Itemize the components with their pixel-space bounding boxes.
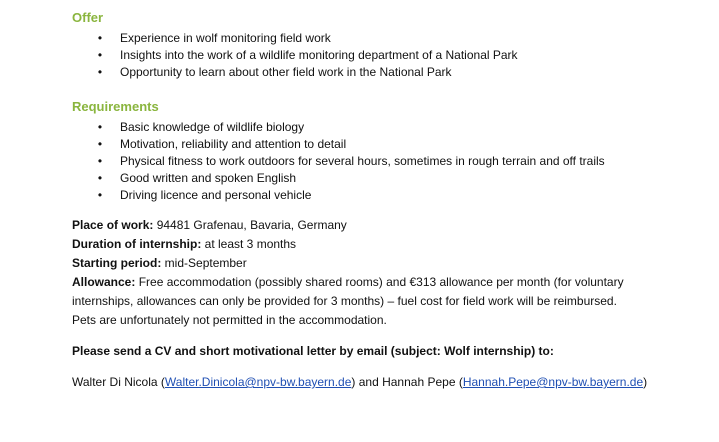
- bullet-icon: •: [97, 65, 103, 79]
- email-link-hannah[interactable]: Hannah.Pepe@npv-bw.bayern.de: [462, 375, 644, 389]
- requirement-item-text: Driving licence and personal vehicle: [120, 188, 312, 202]
- requirement-item: [72, 136, 605, 153]
- offer-item-text: Insights into the work of a wildlife monitoring department of a National Park: [120, 48, 518, 62]
- offer-heading: Offer: [72, 10, 104, 25]
- allowance-text: Pets are unfortunately not permitted in the accommodation.: [72, 313, 387, 327]
- requirements-heading: Requirements: [72, 99, 159, 114]
- offer-list: [72, 30, 518, 81]
- offer-item: [72, 64, 518, 81]
- place-label: Place of work:: [72, 218, 154, 232]
- requirement-item: [72, 187, 605, 204]
- allowance-text: Free accommodation (possibly shared rooms) and €313 allowance per month (for voluntary: [135, 275, 624, 289]
- contact-end: ): [643, 375, 648, 389]
- requirement-item-text: Physical fitness to work outdoors for several hours, sometimes in rough terrain and off trails: [120, 154, 605, 168]
- internship-details: [72, 216, 692, 330]
- offer-item-text: Experience in wolf monitoring field work: [120, 31, 331, 45]
- offer-item: [72, 30, 518, 47]
- starting-period: [72, 254, 692, 273]
- allowance-line: [72, 311, 692, 330]
- application-instruction: Please send a CV and short motivational letter by email (subject: Wolf internship) to:: [72, 344, 554, 358]
- bullet-icon: •: [97, 48, 103, 62]
- email-link-walter[interactable]: Walter.Dinicola@npv-bw.bayern.de: [164, 375, 352, 389]
- contact-name: Walter Di Nicola (: [72, 375, 165, 389]
- bullet-icon: •: [97, 137, 103, 151]
- duration-value: at least 3 months: [201, 237, 297, 251]
- bullet-icon: •: [97, 154, 103, 168]
- place-value: 94481 Grafenau, Bavaria, Germany: [153, 218, 347, 232]
- requirements-list: [72, 119, 605, 204]
- contacts-line: [72, 374, 647, 391]
- duration: [72, 235, 692, 254]
- bullet-icon: •: [97, 120, 103, 134]
- allowance-line: [72, 273, 692, 292]
- start-label: Starting period:: [72, 256, 162, 270]
- allowance-line: [72, 292, 692, 311]
- requirement-item: [72, 119, 605, 136]
- requirement-item-text: Motivation, reliability and attention to detail: [120, 137, 347, 151]
- bullet-icon: •: [97, 188, 103, 202]
- allowance-text: internships, allowances can only be provided for 3 months) – fuel cost for field work will be reimbursed.: [72, 294, 617, 308]
- start-value: mid-September: [161, 256, 247, 270]
- requirement-item-text: Basic knowledge of wildlife biology: [120, 120, 305, 134]
- requirement-item-text: Good written and spoken English: [120, 171, 297, 185]
- offer-item: [72, 47, 518, 64]
- bullet-icon: •: [97, 171, 103, 185]
- place-of-work: [72, 216, 692, 235]
- requirement-item: [72, 170, 605, 187]
- contact-separator: ) and Hannah Pepe (: [351, 375, 463, 389]
- allowance-label: Allowance:: [72, 275, 136, 289]
- duration-label: Duration of internship:: [72, 237, 202, 251]
- offer-item-text: Opportunity to learn about other field work in the National Park: [120, 65, 452, 79]
- requirement-item: [72, 153, 605, 170]
- bullet-icon: •: [97, 31, 103, 45]
